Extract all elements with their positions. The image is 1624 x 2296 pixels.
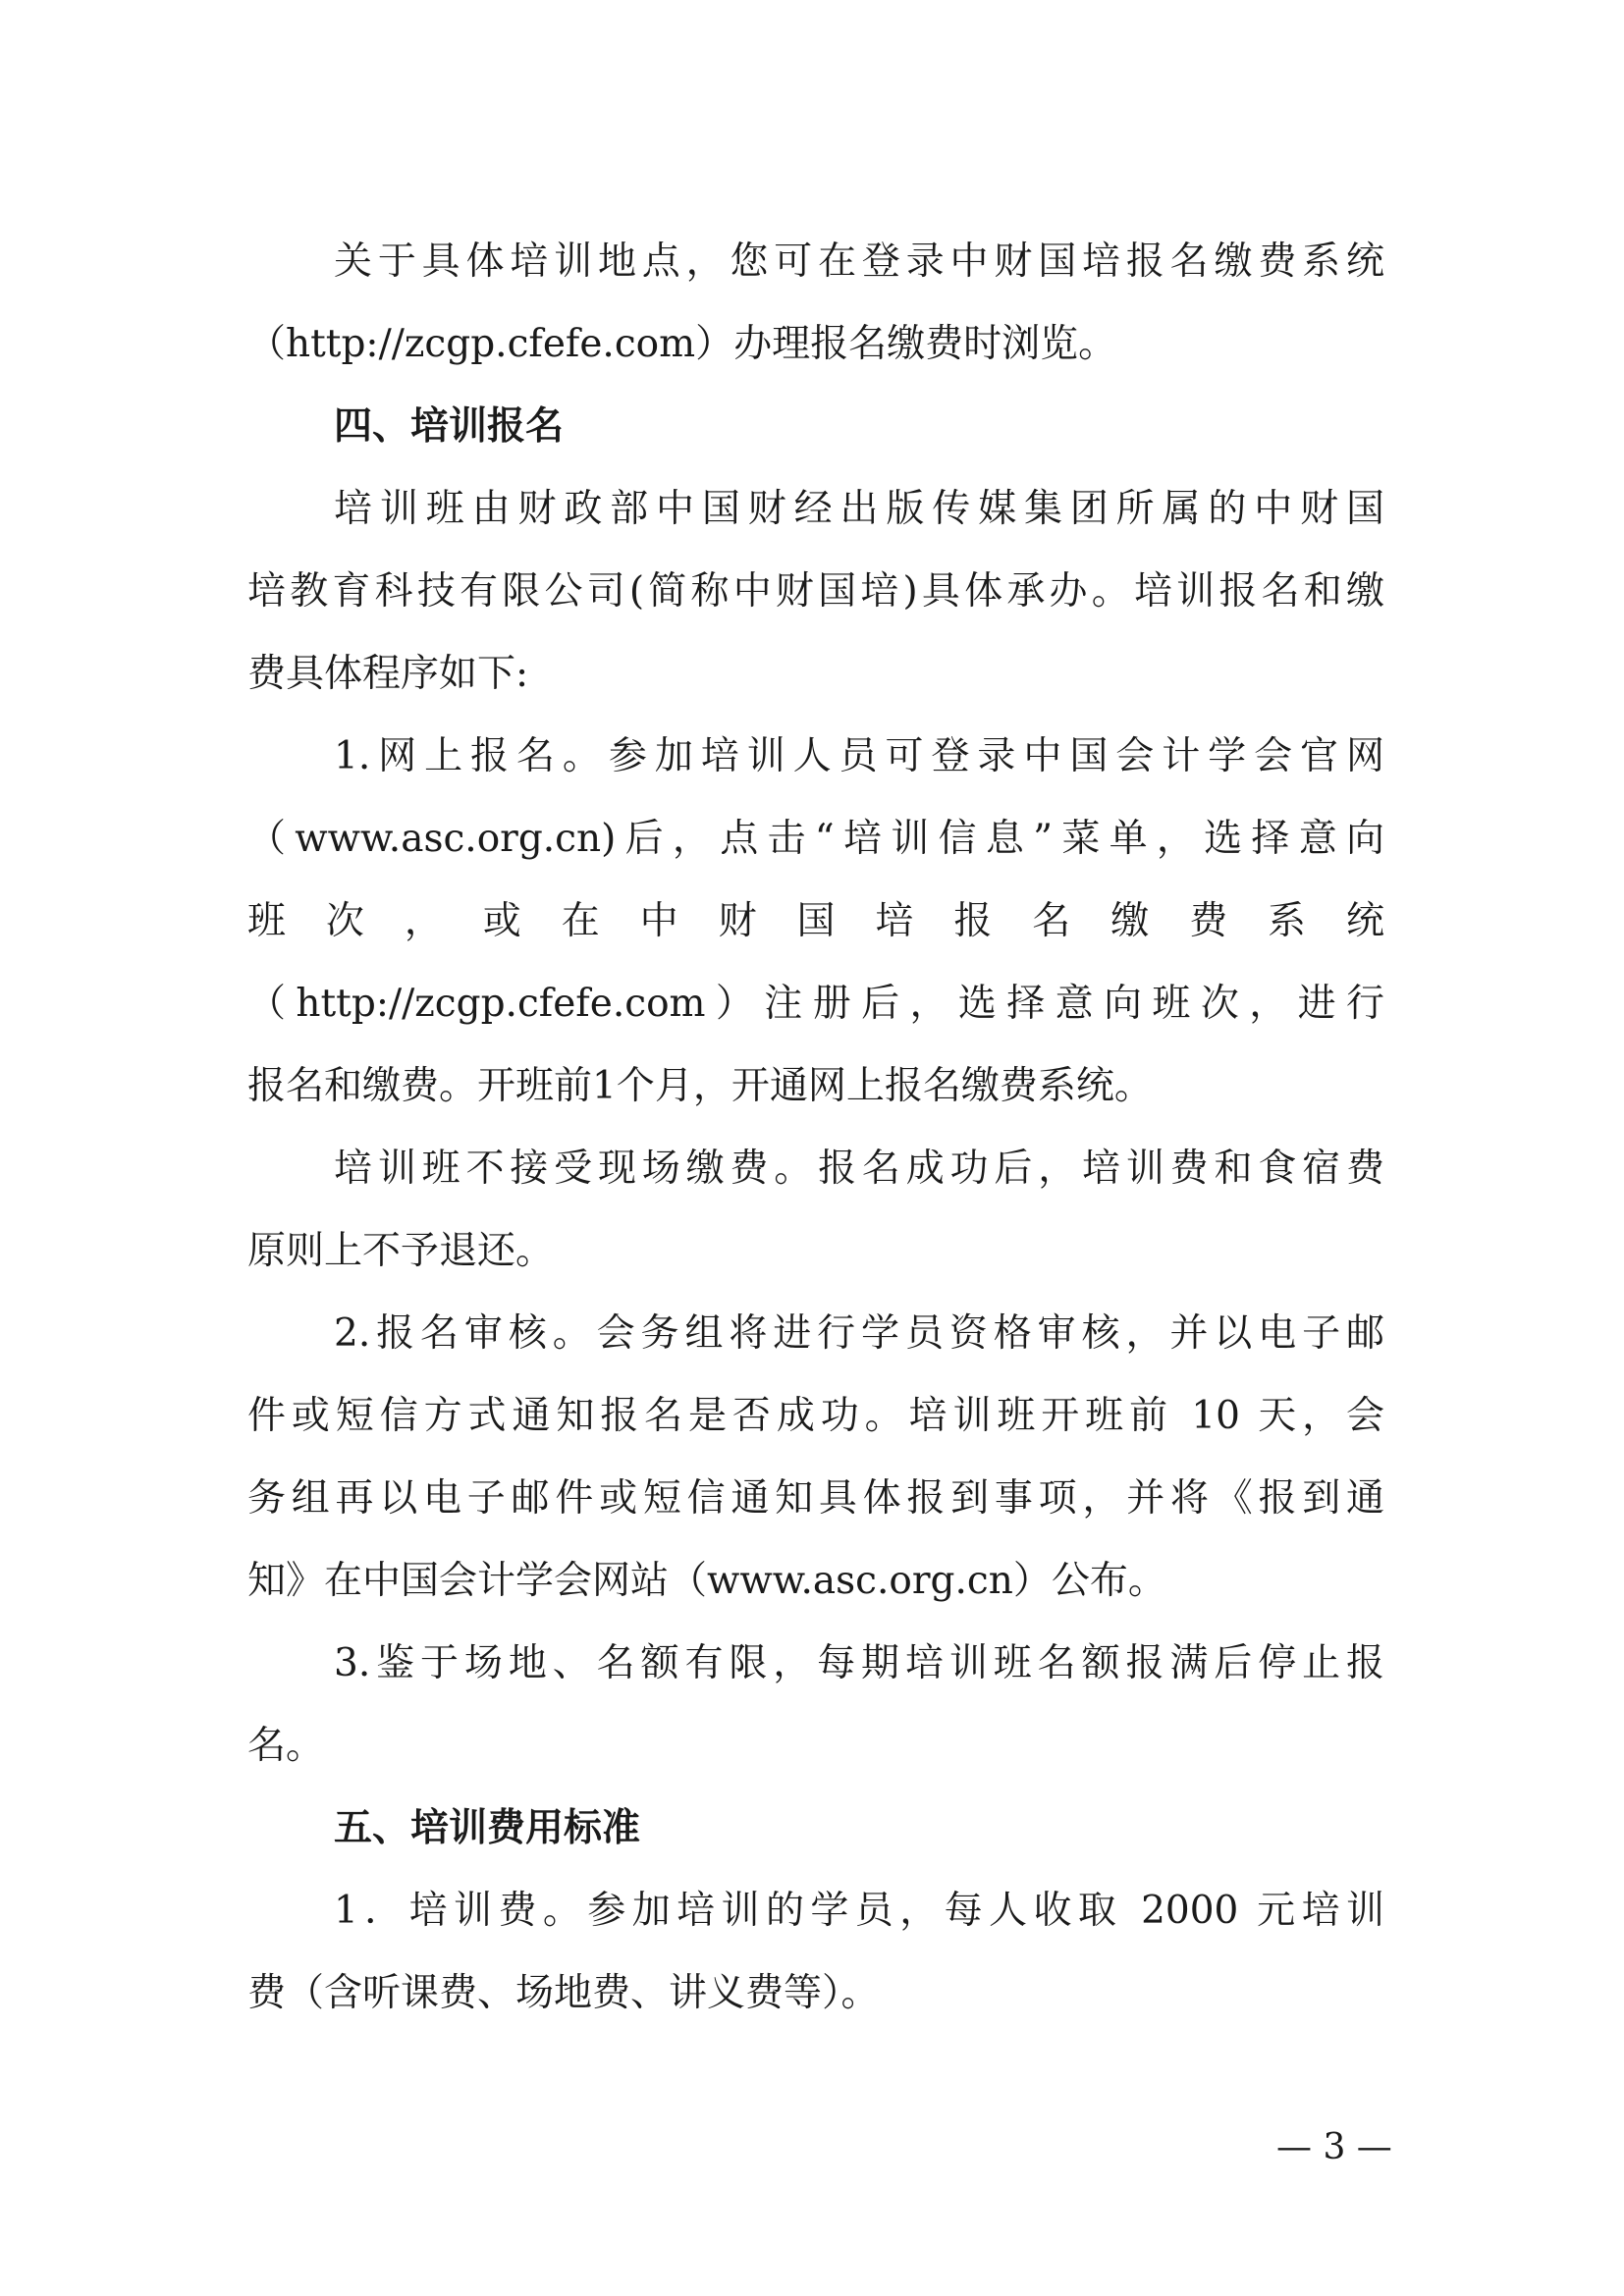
paragraph-line: 培训班由财政部中国财经出版传媒集团所属的中财国 — [334, 487, 1384, 531]
paragraph-line: 报名和缴费。开班前1个月，开通网上报名缴费系统。 — [247, 1064, 1153, 1108]
paragraph-line: 1．培训费。参加培训的学员，每人收取 2000 元培训 — [334, 1889, 1384, 1933]
paragraph-line: 2.报名审核。会务组将进行学员资格审核，并以电子邮 — [334, 1311, 1384, 1356]
paragraph-line: 1.网上报名。参加培训人员可登录中国会计学会官网 — [334, 734, 1384, 778]
document-body — [247, 221, 1384, 2035]
paragraph-line: （www.asc.org.cn)后，点击“培训信息”菜单，选择意向 — [247, 817, 1384, 861]
page-number: — 3 — — [1276, 2127, 1392, 2167]
paragraph-line: 件或短信方式通知报名是否成功。培训班开班前 10 天，会 — [247, 1394, 1384, 1438]
paragraph-line: 费具体程序如下: — [247, 652, 529, 696]
paragraph-line: 费（含听课费、场地费、讲义费等）。 — [247, 1971, 880, 2015]
paragraph-line: （http://zcgp.cfefe.com）注册后，选择意向班次，进行 — [247, 982, 1384, 1026]
section-heading-registration: 四、培训报名 — [334, 404, 565, 449]
paragraph-line: 知》在中国会计学会网站（www.asc.org.cn）公布。 — [247, 1559, 1166, 1603]
paragraph-line: 关于具体培训地点，您可在登录中财国培报名缴费系统 — [334, 240, 1384, 284]
paragraph-line: 班次，或在中财国培报名缴费系统 — [247, 899, 1384, 943]
paragraph-line: 培训班不接受现场缴费。报名成功后，培训费和食宿费 — [334, 1147, 1384, 1191]
paragraph-line: 培教育科技有限公司(简称中财国培)具体承办。培训报名和缴 — [247, 569, 1384, 614]
paragraph-line: 原则上不予退还。 — [247, 1229, 555, 1273]
paragraph-line: 3.鉴于场地、名额有限，每期培训班名额报满后停止报 — [334, 1641, 1384, 1685]
paragraph-line: 名。 — [247, 1724, 325, 1768]
section-heading-fees: 五、培训费用标准 — [334, 1806, 641, 1850]
paragraph-line: 务组再以电子邮件或短信通知具体报到事项，并将《报到通 — [247, 1476, 1384, 1521]
paragraph-line: （http://zcgp.cfefe.com）办理报名缴费时浏览。 — [247, 322, 1117, 366]
